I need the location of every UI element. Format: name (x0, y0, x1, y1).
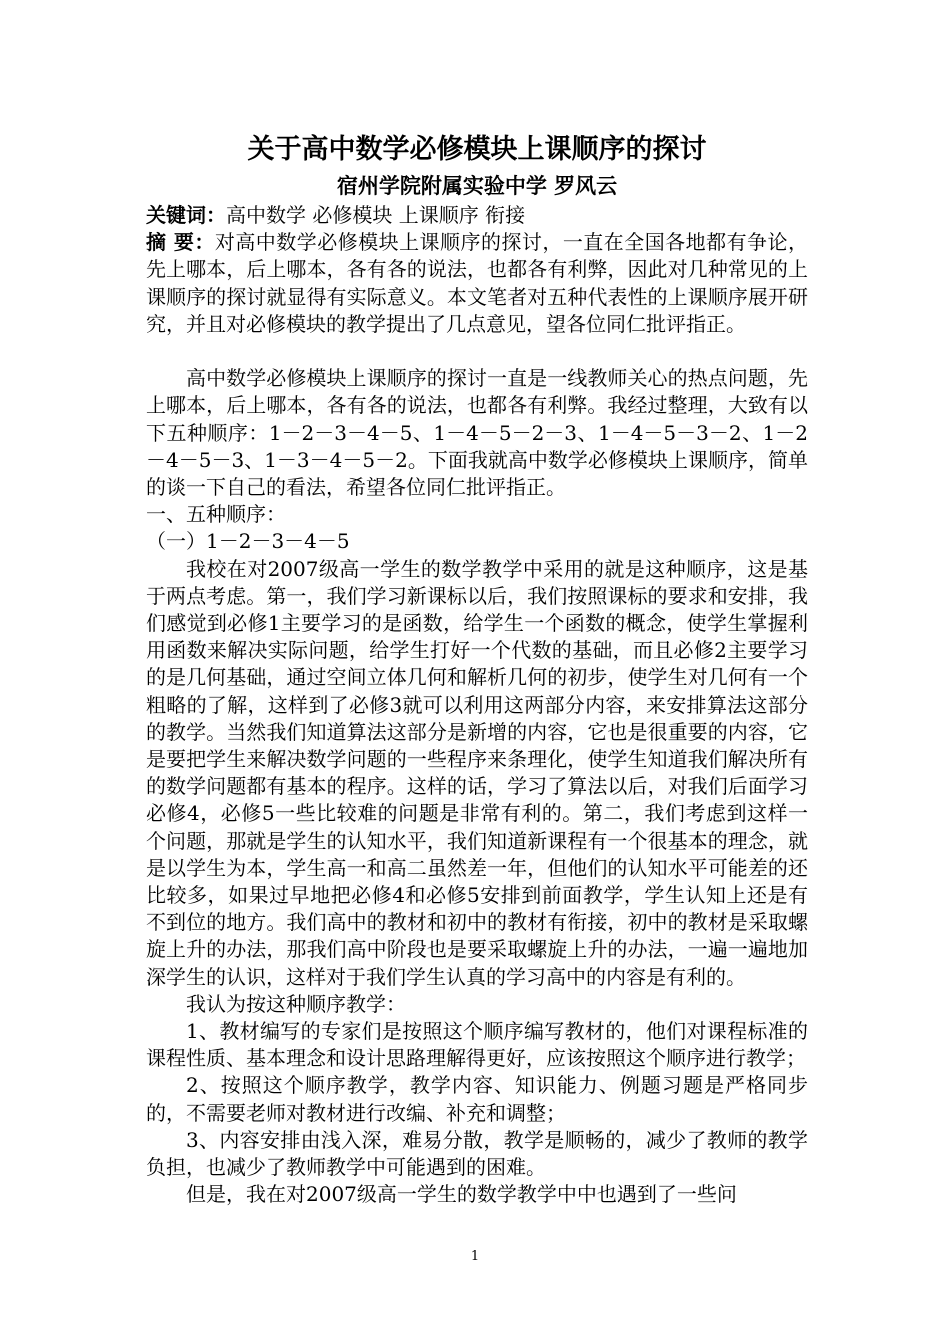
abstract-label: 摘 要： (146, 230, 215, 255)
list-item: 3、内容安排由浅入深，难易分散，教学是顺畅的，减少了教师的教学负担，也减少了教师教学中可能遇到的困难。 (146, 1127, 808, 1180)
keywords-line (146, 202, 808, 229)
document-title: 关于高中数学必修模块上课顺序的探讨 (247, 134, 707, 165)
subsection-heading: （一）1－2－3－4－5 (146, 529, 350, 554)
document-body (146, 130, 808, 1209)
list-item: 1、教材编写的专家们是按照这个顺序编写教材的，他们对课程标准的课程性质、基本理念和设计思路理解得更好，应该按照这个顺序进行教学； (146, 1019, 808, 1071)
body-paragraph: 我认为按这种顺序教学： (186, 991, 406, 1016)
body-paragraph: 但是，我在对2007级高一学生的数学教学中中也遇到了一些问 (186, 1182, 737, 1207)
blank-line (146, 338, 808, 365)
list-item: 2、按照这个顺序教学，教学内容、知识能力、例题习题是严格同步的，不需要老师对教材进行改编、补充和调整； (146, 1073, 808, 1125)
keywords-label: 关键词： (146, 203, 226, 227)
author-line: 宿州学院附属实验中学 罗风云 (336, 173, 618, 198)
section-heading: 一、五种顺序： (146, 502, 286, 527)
page-number: 1 (470, 1249, 480, 1264)
keywords-text: 高中数学 必修模块 上课顺序 衔接 (226, 203, 526, 227)
intro-paragraph: 高中数学必修模块上课顺序的探讨一直是一线教师关心的热点问题，先上哪本，后上哪本，各有各的说法，也都各有利弊。我经过整理，大致有以下五种顺序：1－2－3－4－5、1－4－5－2－3、1－4－5－3－2、1－2－4－5－3、1－3－4－5－2。下面我就高中数学必修模块上课顺序，简单的谈一下自己的看法，希望各位同仁批评指正。 (146, 366, 808, 500)
body-paragraph: 我校在对2007级高一学生的数学教学中采用的就是这种顺序，这是基于两点考虑。第一，我们学习新课标以后，我们按照课标的要求和安排，我们感觉到必修1主要学习的是函数，给学生一个函数的概念，使学生掌握利用函数来解决实际问题，给学生打好一个代数的基础，而且必修2主要学习的是几何基础，通过空间立体几何和解析几何的初步，使学生对几何有一个粗略的了解，这样到了必修3就可以利用这两部分内容，来安排算法这部分的教学。当然我们知道算法这部分是新增的内容，它也是很重要的内容，它是要把学生来解决数学问题的一些程序来条理化，使学生知道我们解决所有的数学问题都有基本的程序。这样的话，学习了算法以后，对我们后面学习必修4，必修5一些比较难的问题是非常有利的。第二，我们考虑到这样一个问题，那就是学生的认知水平，我们知道新课程有一个很基本的理念，就是以学生为本，学生高一和高二虽然差一年，但他们的认知水平可能差的还比较多，如果过早地把必修4和必修5安排到前面教学，学生认知上还是有不到位的地方。我们高中的教材和初中的教材有衔接，初中的教材是采取螺旋上升的办法，那我们高中阶段也是要采取螺旋上升的办法，一遍一遍地加深学生的认识，这样对于我们学生认真的学习高中的内容是有利的。 (146, 556, 808, 989)
abstract-paragraph (146, 229, 808, 338)
abstract-text: 对高中数学必修模块上课顺序的探讨，一直在全国各地都有争论，先上哪本，后上哪本，各有各的说法，也都各有利弊，因此对几种常见的上课顺序的探讨就显得有实际意义。本文笔者对五种代表性的上课顺序展开研究，并且对必修模块的教学提出了几点意见，望各位同仁批评指正。 (146, 230, 808, 336)
